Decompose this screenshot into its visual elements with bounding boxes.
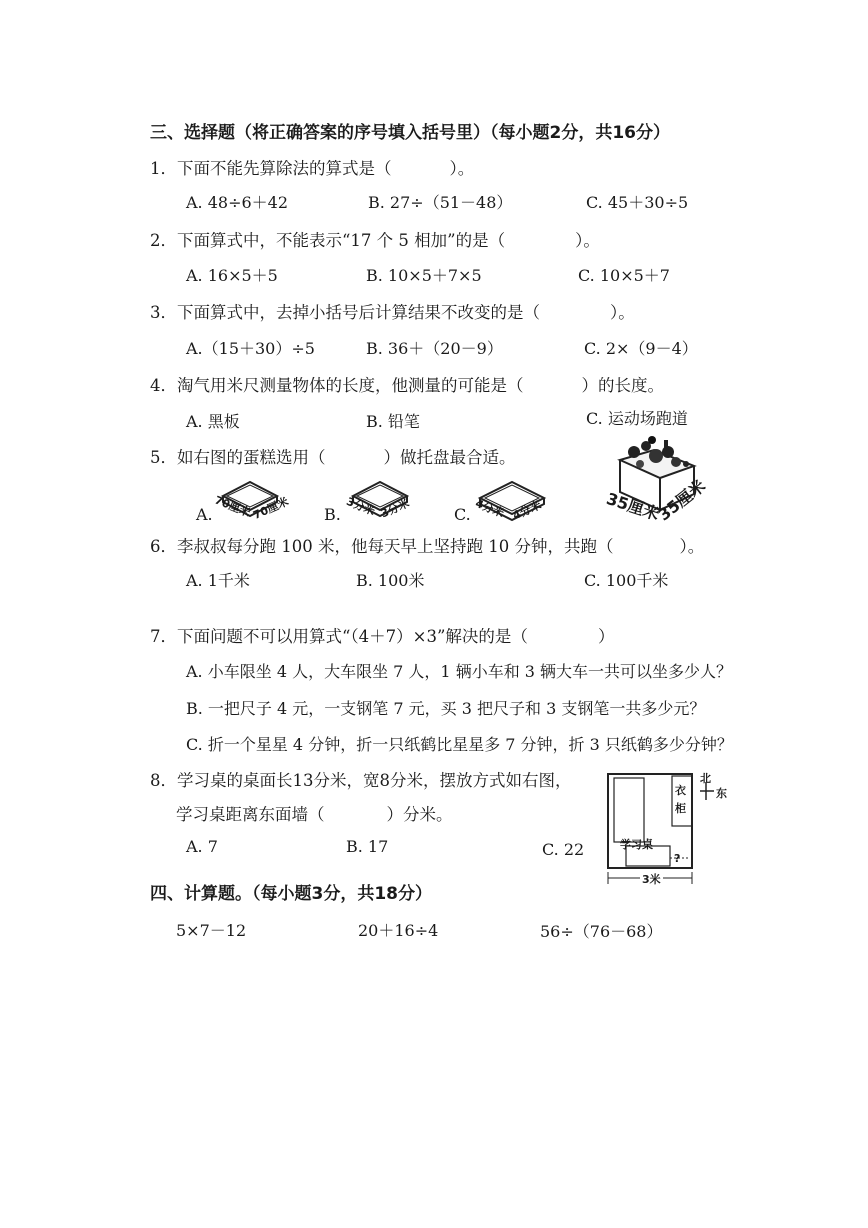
q5-option-c: C. bbox=[454, 505, 471, 524]
q2-option-a: A. 16×5＋5 bbox=[186, 266, 278, 285]
question-8-line-2: 学习桌距离东面墙（ ）分米。 bbox=[176, 805, 453, 824]
q1-option-a: A. 48÷6＋42 bbox=[186, 193, 289, 212]
question-2: 2．下面算式中，不能表示“17 个 5 相加”的是（ ）。 bbox=[150, 231, 600, 250]
q3-option-c: C. 2×（9－4） bbox=[584, 339, 698, 358]
question-1: 1．下面不能先算除法的算式是（ ）。 bbox=[150, 159, 475, 178]
tray-c-label-2: 4分米 bbox=[510, 498, 544, 523]
q5-option-a: A. bbox=[196, 505, 213, 524]
question-7: 7．下面问题不可以用算式“（4＋7）×3”解决的是（ ） bbox=[150, 627, 615, 646]
q2-option-b: B. 10×5＋7×5 bbox=[366, 266, 482, 285]
q3-option-a: A.（15＋30）÷5 bbox=[186, 339, 315, 358]
wardrobe-label: 衣柜 bbox=[675, 784, 686, 815]
question-6: 6．李叔叔每分跑 100 米，他每天早上坚持跑 10 分钟，共跑（ ）。 bbox=[150, 537, 705, 556]
q1-option-b: B. 27÷（51－48） bbox=[368, 193, 513, 212]
q8-option-a: A. 7 bbox=[186, 837, 218, 856]
calc-problem-3: 56÷（76－68） bbox=[540, 922, 663, 941]
q7-option-b: B. 一把尺子 4 元，一支钢笔 7 元，买 3 把尺子和 3 支钢笔一共多少元？ bbox=[186, 699, 706, 718]
desk-label: 学习桌 bbox=[620, 838, 653, 851]
calc-problem-2: 20＋16÷4 bbox=[358, 921, 439, 940]
tray-b-label-1: 3分米 bbox=[344, 494, 377, 519]
question-3: 3．下面算式中，去掉小括号后计算结果不改变的是（ ）。 bbox=[150, 303, 635, 322]
q6-option-a: A. 1千米 bbox=[186, 571, 250, 590]
cake-label-front: 35厘米 bbox=[604, 489, 662, 524]
section-3-title: 三、选择题（将正确答案的序号填入括号里）（每小题2分，共16分） bbox=[150, 123, 670, 143]
cake-label-side: 35厘米 bbox=[654, 476, 709, 525]
q8-option-b: B. 17 bbox=[346, 837, 389, 856]
east-label: 东 bbox=[716, 787, 727, 800]
q4-option-a: A. 黑板 bbox=[186, 412, 240, 431]
q6-option-b: B. 100米 bbox=[356, 571, 425, 590]
q2-option-c: C. 10×5＋7 bbox=[578, 266, 670, 285]
q3-option-b: B. 36＋（20－9） bbox=[366, 339, 503, 358]
tray-c-label-1: 4分米 bbox=[473, 496, 506, 521]
q7-option-c: C. 折一个星星 4 分钟，折一只纸鹤比星星多 7 分钟，折 3 只纸鹤多少分钟？ bbox=[186, 735, 733, 754]
calc-problem-1: 5×7－12 bbox=[176, 921, 247, 940]
room-width-label: 3米 bbox=[642, 873, 661, 886]
question-4: 4．淘气用米尺测量物体的长度，他测量的可能是（ ）的长度。 bbox=[150, 376, 664, 395]
room-figure bbox=[600, 768, 732, 890]
unknown-distance-label: ? bbox=[674, 852, 681, 865]
question-5: 5．如右图的蛋糕选用（ ）做托盘最合适。 bbox=[150, 448, 516, 467]
tray-a-label-1: 70厘米 bbox=[212, 493, 253, 520]
q1-option-c: C. 45＋30÷5 bbox=[586, 193, 689, 212]
section-4-title: 四、计算题。（每小题3分，共18分） bbox=[150, 884, 432, 904]
q6-option-c: C. 100千米 bbox=[584, 571, 669, 590]
q5-option-b: B. bbox=[324, 505, 341, 524]
tray-a-label-2: 70厘米 bbox=[251, 494, 291, 522]
q8-option-c: C. 22 bbox=[542, 840, 585, 859]
q4-option-b: B. 铅笔 bbox=[366, 412, 420, 431]
north-label: 北 bbox=[700, 772, 711, 785]
question-8: 8．学习桌的桌面长13分米，宽8分米，摆放方式如右图， bbox=[150, 771, 572, 790]
q7-option-a: A. 小车限坐 4 人，大车限坐 7 人，1 辆小车和 3 辆大车一共可以坐多少人？ bbox=[186, 662, 733, 681]
tray-b-label-2: 3分米 bbox=[378, 496, 412, 521]
q4-option-c: C. 运动场跑道 bbox=[586, 409, 688, 428]
